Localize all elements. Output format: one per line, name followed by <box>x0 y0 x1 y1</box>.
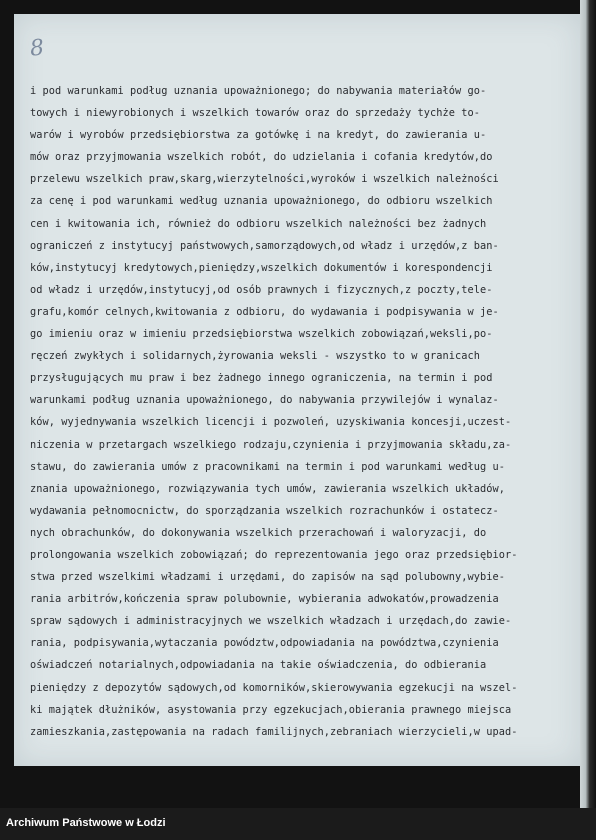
text-line: ków, wyjednywania wszelkich licencji i pozwoleń, uzyskiwania koncesji,uczest- <box>30 416 512 429</box>
text-line: wydawania pełnomocnictw, do sporządzania wszelkich rozrachunków i ostatecz- <box>30 504 499 517</box>
text-line: cen i kwitowania ich, również do odbioru wszelkich należności bez żadnych <box>30 217 487 230</box>
page-edge <box>580 0 596 808</box>
text-line: stwa przed wszelkimi władzami i urzędami, do zapisów na sąd polubowny,wybie- <box>30 571 505 584</box>
text-line: ręczeń zwykłych i solidarnych,żyrowania weksli - wszystko to w granicach <box>30 350 480 363</box>
typewritten-body <box>30 80 552 743</box>
text-line: za cenę i pod warunkami według uznania upoważnionego, do odbioru wszelkich <box>30 195 493 208</box>
text-line: ki majątek dłużników, asystowania przy egzekucjach,obierania prawnego miejsca <box>30 703 512 716</box>
text-line: nych obrachunków, do dokonywania wszelkich przerachowań i waloryzacji, do <box>30 526 487 539</box>
text-line: niczenia w przetargach wszelkiego rodzaju,czynienia i przyjmowania składu,za- <box>30 438 512 451</box>
text-line: prolongowania wszelkich zobowiązań; do reprezentowania jego oraz przedsiębior- <box>30 548 518 561</box>
text-line: mów oraz przyjmowania wszelkich robót, do udzielania i cofania kredytów,do <box>30 151 493 164</box>
text-line: go imieniu oraz w imieniu przedsiębiorstwa wszelkich zobowiązań,weksli,po- <box>30 328 493 341</box>
text-line: zamieszkania,zastępowania na radach familijnych,zebraniach wierzycieli,w upad- <box>30 725 518 738</box>
handwritten-page-number: 8 <box>28 35 46 62</box>
text-line: oświadczeń notarialnych,odpowiadania na takie oświadczenia, do odbierania <box>30 659 487 672</box>
archive-footer <box>0 808 596 840</box>
text-line: rania, podpisywania,wytaczania powództw,odpowiadania na powództwa,czynienia <box>30 637 499 650</box>
text-line: grafu,komór celnych,kwitowania z odbioru, do wydawania i podpisywania w je- <box>30 305 499 318</box>
text-line: pieniędzy z depozytów sądowych,od komorników,skierowywania egzekucji na wszel- <box>30 681 518 694</box>
text-line: warunkami podług uznania upoważnionego, do nabywania przywilejów i wynalaz- <box>30 394 499 407</box>
text-line: stawu, do zawierania umów z pracownikami na termin i pod warunkami według u- <box>30 460 505 473</box>
archive-name: Archiwum Państwowe w Łodzi <box>6 817 166 829</box>
text-line: spraw sądowych i administracyjnych we wszelkich władzach i urzędach,do zawie- <box>30 615 512 628</box>
text-line: rania arbitrów,kończenia spraw polubownie, wybierania adwokatów,prowadzenia <box>30 593 499 606</box>
text-line: znania upoważnionego, rozwiązywania tych umów, zawierania wszelkich układów, <box>30 482 505 495</box>
text-line: warów i wyrobów przedsiębiorstwa za gotówkę i na kredyt, do zawierania u- <box>30 129 487 142</box>
text-line: i pod warunkami podług uznania upoważnionego; do nabywania materiałów go- <box>30 85 487 97</box>
text-line: przysługujących mu praw i bez żadnego innego ograniczenia, na termin i pod <box>30 372 493 385</box>
text-line: przelewu wszelkich praw,skarg,wierzytelności,wyroków i wszelkich należności <box>30 173 499 186</box>
text-line: towych i niewyrobionych i wszelkich towarów oraz do sprzedaży tychże to- <box>30 107 480 120</box>
text-line: ograniczeń z instytucyj państwowych,samorządowych,od władz i urzędów,z ban- <box>30 239 499 252</box>
text-line: od władz i urzędów,instytucyj,od osób prawnych i fizycznych,z poczty,tele- <box>30 283 493 296</box>
text-line: ków,instytucyj kredytowych,pieniędzy,wszelkich dokumentów i korespondencji <box>30 261 493 274</box>
